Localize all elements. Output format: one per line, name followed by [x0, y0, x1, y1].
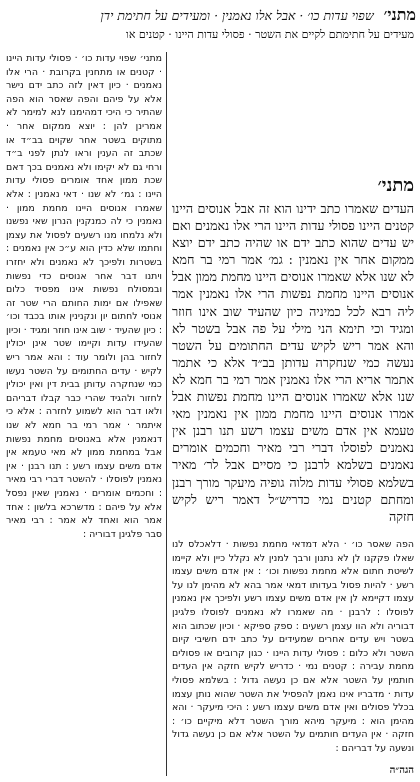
- gemara-text: העדים שאמרו כתב ידינו הוא זה אבל אנוסים היינו קטנים היינו פסולי עדות היינו הרי אלו נאמנים ואם יש עדים שהוא כתב ידם או שהיה כתב ידם יוצא ממקום אחר אין נאמנין : גמ׳ אמר רמי בר חמא לא שנו אלא שאמרו אנוסים היינו מחמת ממון אבל אנוסים היינו מחמת נפשות הרי אלו נאמנין אמר ליה רבא לכל כמיניה כיון שהעיד שוב אינו חוזר ומגיד וכי תימא הני מילי על פה אבל בשטר לא והא אמר ריש לקיש עדים החתומים על השטר נעשה כמי שנחקרה עדותן בב״ד אלא כי אתמר אתמר אריא הרי אלו נאמנין אמר רמי בר חמא לא שנו אלא שאמרו אנוסים היינו מחמת נפשות אבל אמרו אנוסים היינו מחמת ממון אין נאמנין מאי טעמא אין אדם משים עצמו רשע תנו רבנן אין נאמנים לפוסלו דברי רבי מאיר וחכמים אומרים נאמנים בשלמא לרבנן כי מסיים אבל לר׳ מאיר בשלמא פסולי עדות מלוה גופיה מיעקר מורך רבנן ומחתם קטנים נמי כדריש״ל דאמר ריש לקיש חזקה: [172, 201, 414, 524]
- gemara-block: [172, 172, 414, 532]
- commentary-text: מתני׳ שפוי עדות כו׳ · פסולי עדות היינו · קטנים או מתחנין בקרובת · הרי אלו נאמנים · כיון דאין לזה כתב ידם נישר אלא על פיהם והפה שאסר הוא הפה שהתיר כי היכי דמהימנו לנא למימר לא אמרינן להן : יוצא ממקום אחר · מתוקים בשטר אחר שקוים בב״ד או שכתב זה הענין וראו לנתן לפני ב״ד ורחי גם לא יקימו ולא נאמנים בכך דאם שכת ממון אחד אומרים פסולי עדות היינו : גמ׳ לא שנו · דאי נאמנין : אלא שאמרו אנוסים היינו מחמת ממון · נאמנין כי לה כמנקנין הנרון שאי נפשנו ולא נלמחו מנו רשעים לפסול את עצמן וחתמו שלא כדין הוא ע״כ אין נאמנים : בשטרות ולפיכך לא נאמנים ולא יחזרו ויתנו דבר אחר אנוסים כדי נפשות ובמסולח נפשות אינו מפסיד כלום שאפילו אם ימות החותם הרי שטר זה אנוסי לחתום יון ונקנינין אותו בכבד וכו׳ : כיון שהעיד · שוב אינו חוזר ומגיד · וכיון שהעידו עדות וקיימו שטר אינן יכולין לחזור בהן ולומר עוד : והא אמר ריש לקיש · עדים החתומים על השטר נעשו כמי שנחקרה עדותן בבית דין ואין יכולין לחזור ולהגיד שהרי כבר קבלו דבריהם ולאו דבר הוא לשמוע לחזרה : אלא כי איתמר · אמר רמי בר חמא לא שנו דנאמנין אלא באנוסים מחמת נפשות אבל במחמת ממון לא מאי טעמא אין אדם משים עצמו רשע : תנו רבנן · אין נאמנין לפוסלו · להשטר דברי רבי מאיר : וחכמים אומרים · נאמנין שאין נפסל אלא על פיהם : מדשרכא בלשון : אחד אמר הוא ואחד לא אמר : רבי מאיר סבר פלגינן דבוריה :: [6, 53, 162, 540]
- page-header: [4, 4, 416, 26]
- gemara-heading: מתני׳: [377, 175, 414, 196]
- header-second-line: מעידים על חתימתם לקיים את השטר · פסולי עדות היינו · קטנים או: [126, 28, 414, 41]
- commentary-column: [6, 52, 162, 776]
- lower-commentary: [172, 538, 414, 776]
- lower-commentary-text: הפה שאסר כו׳ · הלא דמדאי מחמת נפשות · דלאכלס לנו שאלו פקקנו לן לא נתנון ורבך למנין לא נקלל כיין ולא קיימו לשיטת חתום אלא מחמת נפשות וכו׳ : אין אדם משים עצמו רשע · להיות פסול בעדותו דמאי אמר בהא לא מהימן לנו על עצמו דקיימא לן אין אדם משים עצמו רשע ולפיכך אין נאמנין לפוסלו : לרבנן · מה שאמרו לא נאמנים לפוסלו פלגינן דבוריה ולא הוו עצמן רשעים : ספק ספיקא · וכיון שכתוב הוא בשטר ויש עדים אחרים שמעידים על כתב ידם חשיבי קיום השטר ולא כלום : פסולי עדות היינו · כגון קרובים או פסולים מחמת עבירה : קטנים נמי · כדריש לקיש חזקה אין העדים חותמין על השטר אלא אם כן נעשה גדול : בשלמא פסולי עדות · מדבריו אינו נאמן להפסיל את השטר שהוא נותן עצמו בכלל פסולים ואין אדם משים עצמו רשע : היכי מיעקר · והא מהימן הוא : מיעקר מיהא מורך השטר דלא מיקיים כו׳ : חזקה · אין העדים חותמים על השטר אלא אם כן נעשה גדול ונשעה על דבריהם :: [172, 539, 414, 754]
- header-text: שפוי עדות כו׳ · אבל אלו נאמנין · ומעידים על חתימת ידן: [100, 8, 374, 23]
- column-divider: [166, 52, 167, 776]
- page-footer: הגה״ה: [389, 765, 414, 776]
- header-title: מתני׳: [383, 5, 416, 24]
